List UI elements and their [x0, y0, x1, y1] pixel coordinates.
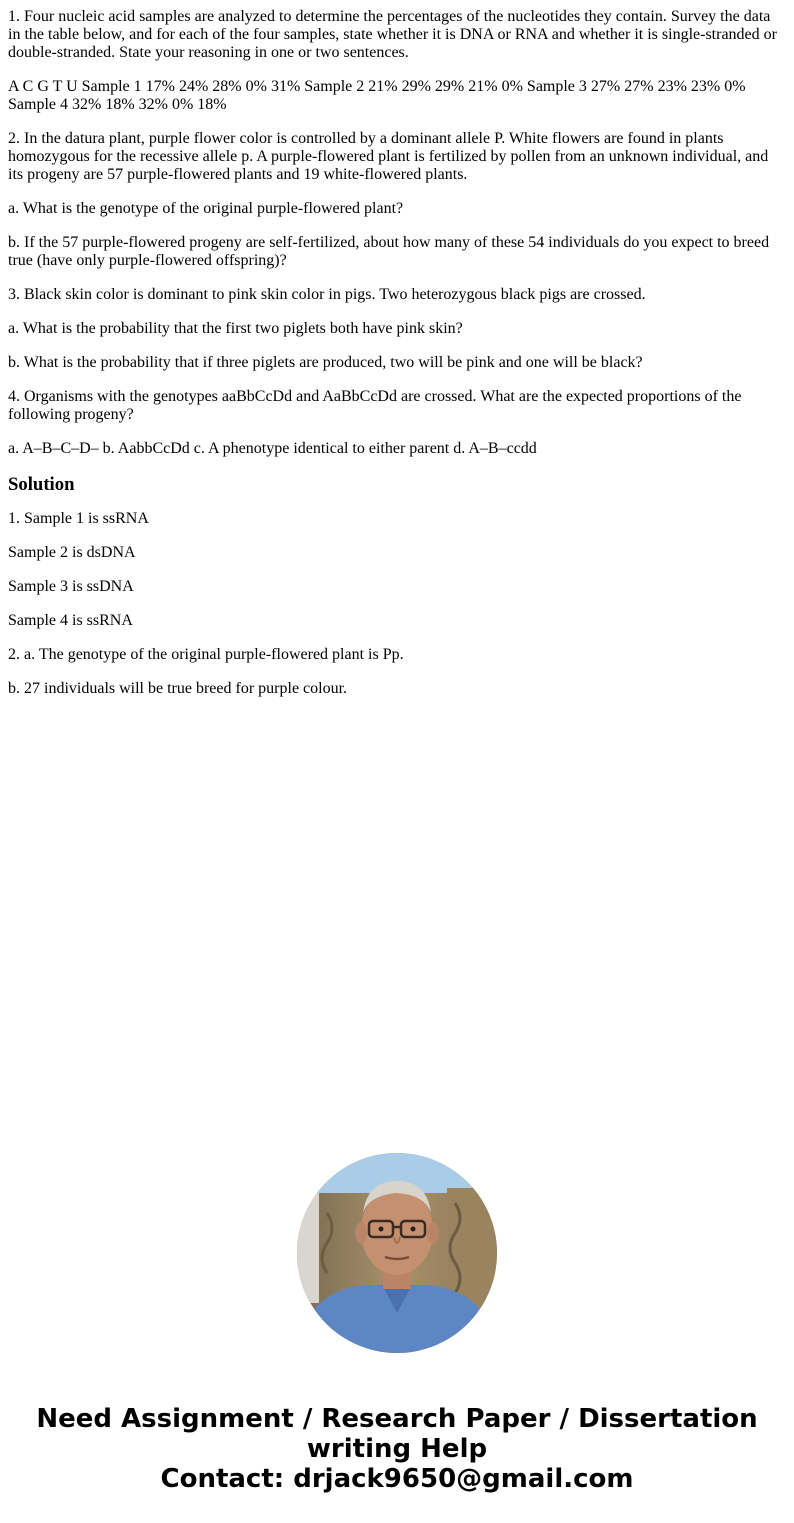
question-3: 3. Black skin color is dominant to pink skin color in pigs. Two heterozygous black pigs are crossed.: [8, 286, 646, 303]
question-3a: a. What is the probability that the first two piglets both have pink skin?: [8, 320, 463, 337]
solution-line: b. 27 individuals will be true breed for purple colour.: [8, 680, 348, 697]
promo-line: Need Assignment / Research Paper / Dissertation: [36, 1404, 758, 1434]
contact-email: Contact: drjack9650@gmail.com: [160, 1464, 634, 1494]
document-body: [8, 8, 786, 714]
question-4: 4. Organisms with the genotypes aaBbCcDd and AaBbCcDd are crossed. What are the expected proportions of the following progeny?: [8, 388, 742, 423]
question-2: 2. In the datura plant, purple flower color is controlled by a dominant allele P. White flowers are found in plants homozygous for the recessive allele p. A purple-flowered plant is fertilized by pollen from an unknown individual, and its progeny are 57 purple-flowered plants and 19 white-flowered plants.: [8, 130, 769, 183]
avatar: [297, 1153, 497, 1353]
contact-banner: [0, 1404, 794, 1494]
question-3b: b. What is the probability that if three piglets are produced, two will be pink and one will be black?: [8, 354, 643, 371]
solution-line: Sample 4 is ssRNA: [8, 612, 133, 629]
person-portrait-icon: [297, 1153, 497, 1353]
question-2a: a. What is the genotype of the original purple-flowered plant?: [8, 200, 404, 217]
solution-line: Sample 2 is dsDNA: [8, 544, 136, 561]
solution-line: Sample 3 is ssDNA: [8, 578, 134, 595]
nucleotide-table-text: A C G T U Sample 1 17% 24% 28% 0% 31% Sample 2 21% 29% 29% 21% 0% Sample 3 27% 27% 23% 23% 0% Sample 4 32% 18% 32% 0% 18%: [8, 78, 746, 113]
solution-line: 2. a. The genotype of the original purple-flowered plant is Pp.: [8, 646, 404, 663]
solution-heading: Solution: [8, 474, 75, 495]
question-2b: b. If the 57 purple-flowered progeny are self-fertilized, about how many of these 54 individuals do you expect to breed true (have only purple-flowered offspring)?: [8, 234, 770, 269]
promo-line: writing Help: [306, 1434, 488, 1464]
question-1: 1. Four nucleic acid samples are analyzed to determine the percentages of the nucleotides they contain. Survey the data in the table below, and for each of the four samples, state whether it is DNA or RNA and whether it is single-stranded or double-stranded. State your reasoning in one or two sentences.: [8, 8, 777, 61]
solution-line: 1. Sample 1 is ssRNA: [8, 510, 149, 527]
question-4-options: a. A–B–C–D– b. AabbCcDd c. A phenotype identical to either parent d. A–B–ccdd: [8, 440, 537, 457]
